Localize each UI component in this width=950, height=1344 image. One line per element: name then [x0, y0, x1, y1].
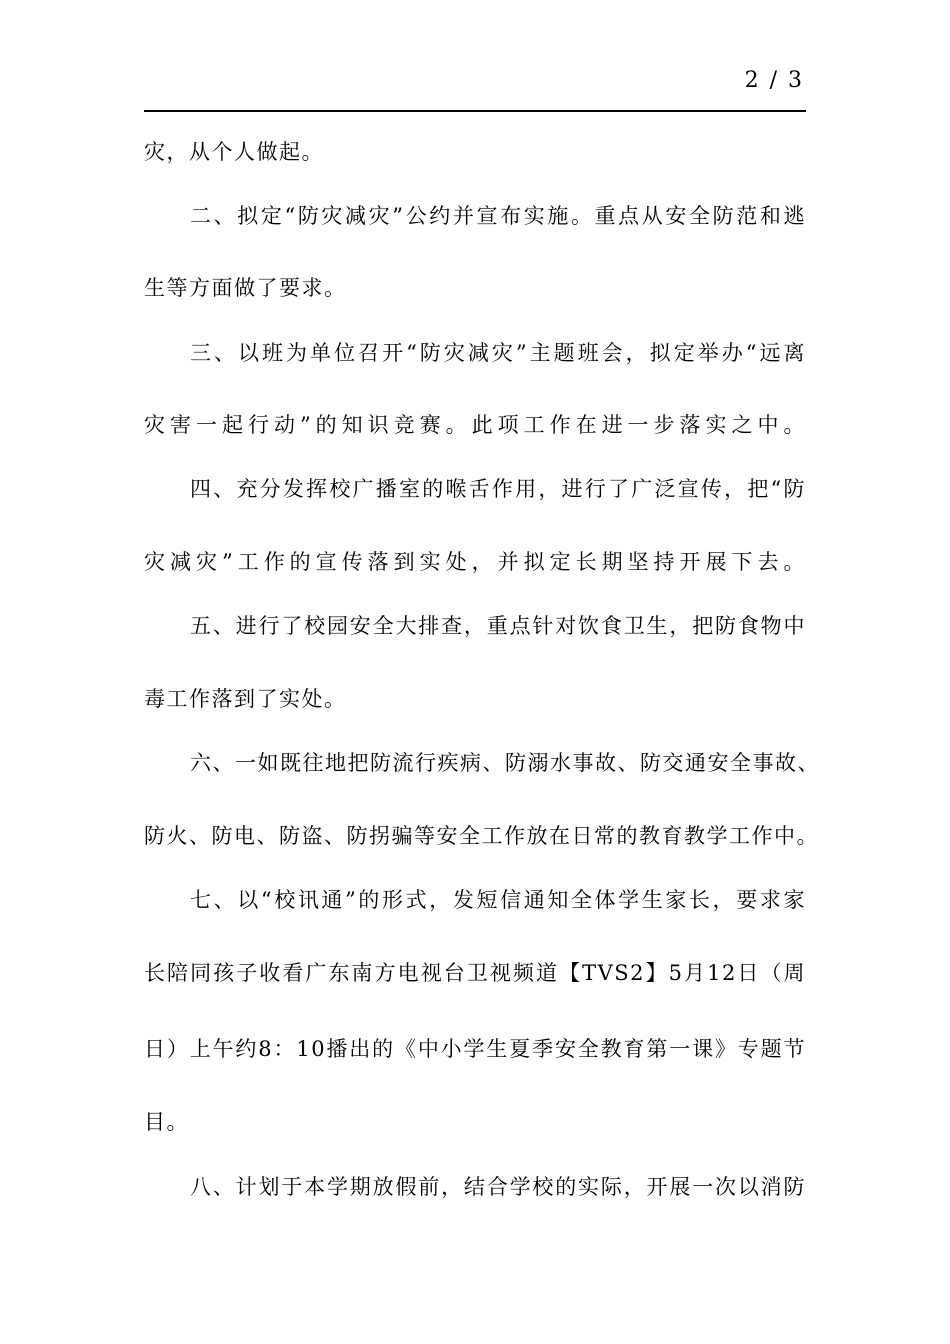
text-line: 三、以班为单位召开“防灾减灾”主题班会，拟定举办“远离: [190, 341, 806, 365]
text-line: 防火、防电、防盗、防拐骗等安全工作放在日常的教育教学工作中。: [144, 824, 819, 848]
header-rule: [144, 110, 806, 112]
text-line: 二、拟定“防灾减灾”公约并宣布实施。重点从安全防范和逃: [190, 204, 806, 228]
page-number: 2 / 3: [744, 68, 804, 93]
text-line: 长陪同孩子收看广东南方电视台卫视频道【TVS2】5月12日（周: [144, 961, 806, 985]
text-line: 日）上午约8：10播出的《中小学生夏季安全教育第一课》专题节: [144, 1037, 806, 1061]
text-line: 灾减灾”工作的宣传落到实处，并拟定长期坚持开展下去。: [144, 550, 806, 574]
text-line: 五、进行了校园安全大排查，重点针对饮食卫生，把防食物中: [190, 614, 806, 638]
text-line: 目。: [144, 1110, 189, 1134]
text-line: 毒工作落到了实处。: [144, 687, 347, 711]
text-line: 八、计划于本学期放假前，结合学校的实际，开展一次以消防: [190, 1175, 806, 1199]
text-line: 灾害一起行动”的知识竞赛。此项工作在进一步落实之中。: [144, 413, 806, 437]
text-line: 生等方面做了要求。: [144, 276, 347, 300]
text-line: 四、充分发挥校广播室的喉舌作用，进行了广泛宣传，把“防: [190, 477, 806, 501]
text-line: 六、一如既往地把防流行疾病、防溺水事故、防交通安全事故、: [190, 751, 820, 775]
text-line: 七、以“校讯通”的形式，发短信通知全体学生家长，要求家: [190, 888, 806, 912]
text-line: 灾，从个人做起。: [144, 140, 324, 164]
